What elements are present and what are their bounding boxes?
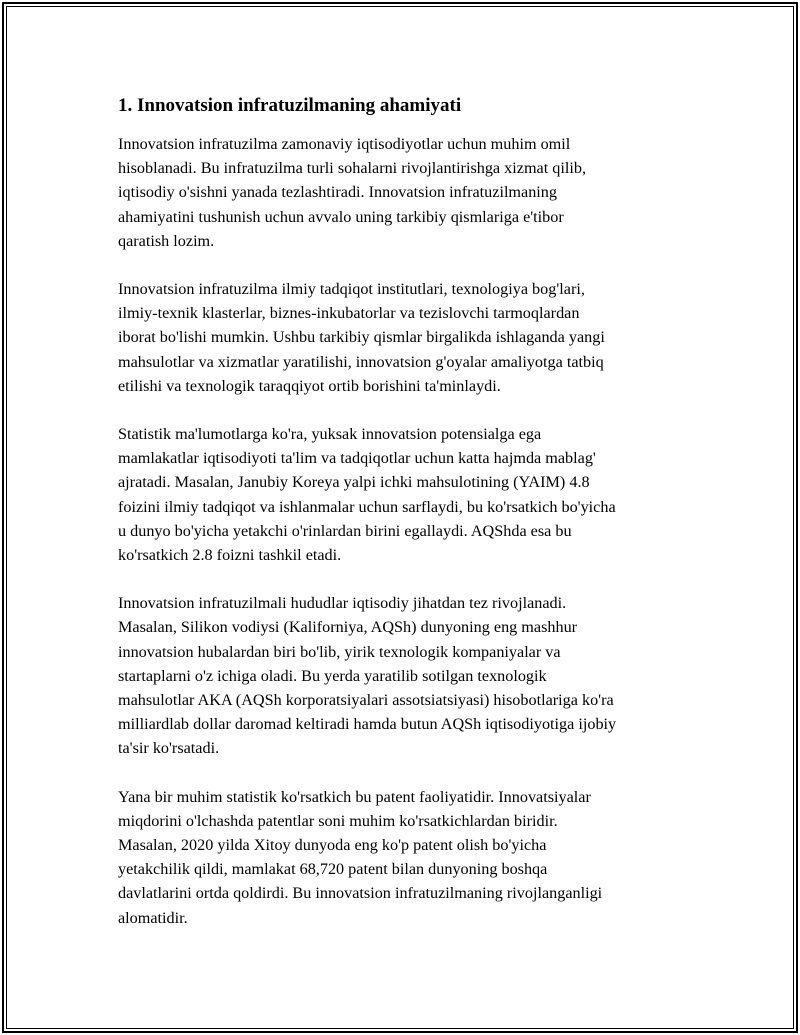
paragraph-intro: Innovatsion infratuzilma zamonaviy iqtisodiyotlar uchun muhim omil hisoblanadi. Bu infratuzilma turli sohalarni rivojlantirishga xizmat qilib, iqtisodiy o'sishni yanada tezlashtiradi. Innovatsion infratuzilmaning ahamiyatini tushunish uchun avvalo uning tarkibiy qismlariga e'tibor qaratish lozim. xyxy=(118,135,586,250)
document-body xyxy=(118,94,698,954)
section-heading: 1. Innovatsion infratuzilmaning ahamiyati xyxy=(118,95,462,116)
paragraph-components: Innovatsion infratuzilma ilmiy tadqiqot institutlari, texnologiya bog'lari, ilmiy-texnik klasterlar, biznes-inkubatorlar va tezislovchi tarmoqlardan iborat bo'lishi mumkin. Ushbu tarkibiy qismlar birgalikda ishlaganda yangi mahsulotlar va xizmatlar yaratilishi, innovatsion g'oyalar amaliyotga tatbiq etilishi va texnologik taraqqiyot ortib borishini ta'minlaydi. xyxy=(118,280,605,395)
paragraph-regions: Innovatsion infratuzilmali hududlar iqtisodiy jihatdan tez rivojlanadi. Masalan, Silikon vodiysi (Kaliforniya, AQSh) dunyoning eng mashhur innovatsion hubalardan biri bo'lib, yirik texnologik kompaniyalar va startaplarni o'z ichiga oladi. Bu yerda yaratilib sotilgan texnologik mahsulotlar AKA (AQSh korporatsiyalari assotsiatsiyasi) hisobotlariga ko'ra milliardlab dollar daromad keltiradi hamda butun AQSh iqtisodiyotiga ijobiy ta'sir ko'rsatadi. xyxy=(118,594,617,758)
paragraph-patents: Yana bir muhim statistik ko'rsatkich bu patent faoliyatidir. Innovatsiyalar miqdorini o'lchashda patentlar soni muhim ko'rsatkichlardan biridir. Masalan, 2020 yilda Xitoy dunyoda eng ko'p patent olish bo'yicha yetakchilik qildi, mamlakat 68,720 patent bilan dunyoning boshqa davlatlarini ortda qoldirdi. Bu innovatsion infratuzilmaning rivojlanganligi alomatidir. xyxy=(118,787,603,927)
paragraph-statistics: Statistik ma'lumotlarga ko'ra, yuksak innovatsion potensialga ega mamlakatlar iqtisodiyoti ta'lim va tadqiqotlar uchun katta hajmda mablag' ajratadi. Masalan, Janubiy Koreya yalpi ichki mahsulotining (YAIM) 4.8 foizini ilmiy tadqiqot va ishlanmalar uchun sarflaydi, bu ko'rsatkich bo'yicha u dunyo bo'yicha yetakchi o'rinlardan birini egallaydi. AQShda esa bu ko'rsatkich 2.8 foizni tashkil etadi. xyxy=(118,425,616,565)
